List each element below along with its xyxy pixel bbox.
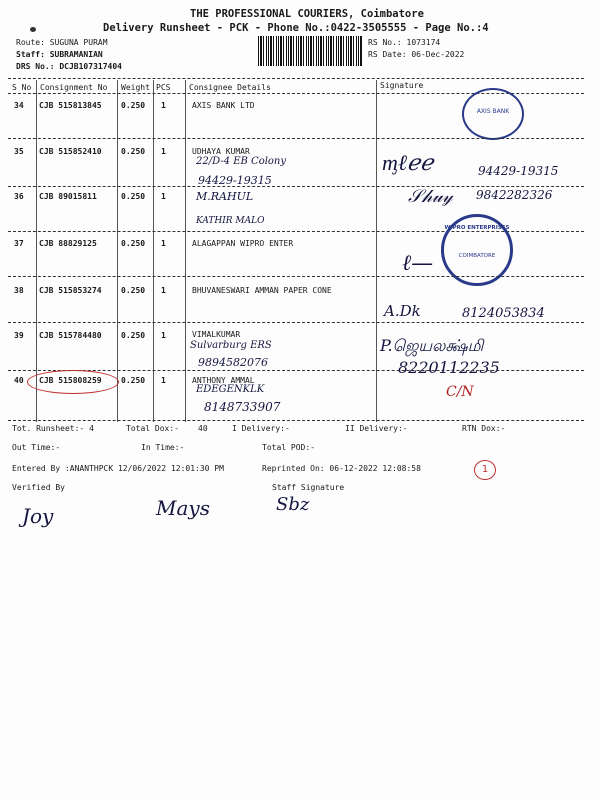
axis-bank-stamp [462, 88, 524, 140]
row-37-line [8, 276, 584, 277]
row-34-pcs: 1 [161, 101, 166, 110]
row-35-consignee: UDHAYA KUMAR [192, 147, 250, 156]
row-38-signature: A.Dk [384, 302, 421, 320]
row-38-cons: CJB 515853274 [39, 286, 102, 295]
row-35-hw-phone: 94429-19315 [198, 174, 272, 187]
row-36-hw-address: KATHIR MALO [196, 216, 265, 226]
row-36-sig-phone: 9842282326 [476, 188, 553, 202]
row-40-hw-phone: 8148733907 [204, 400, 281, 414]
rs-number: RS No.: 1073174 [368, 38, 441, 47]
row-36-pcs: 1 [161, 192, 166, 201]
row-37-cons: CJB 88829125 [39, 239, 97, 248]
runsheet-title: Delivery Runsheet - PCK - Phone No.:0422-3505555 - Page No.:4 [103, 22, 489, 34]
row-35-line [8, 186, 584, 187]
wipro-stamp-name: WIPRO ENTERPRISES [444, 225, 510, 231]
row-37-sno: 37 [14, 239, 24, 248]
rs-date: RS Date: 06-Dec-2022 [368, 50, 465, 59]
row-35-cons: CJB 515852410 [39, 147, 102, 156]
row-38-consignee: BHUVANESWARI AMMAN PAPER CONE [192, 286, 332, 295]
row-36-signature: 𝒮𝒽𝓊𝓎 [408, 186, 453, 207]
row-36-cons: CJB 89015811 [39, 192, 97, 201]
rtn-dox: RTN Dox:- [462, 424, 506, 433]
row-40-hw-address: EDEGENKLK [196, 384, 265, 395]
verified-by: Verified By [12, 483, 65, 492]
row-40-line [8, 420, 584, 421]
row-39-sno: 39 [14, 331, 24, 340]
ii-delivery: II Delivery:- [345, 424, 408, 433]
row-34-weight: 0.250 [121, 101, 146, 110]
row-38-sno: 38 [14, 286, 24, 295]
company-title: THE PROFESSIONAL COURIERS, Coimbatore [190, 8, 424, 20]
col-pcs: PCS [156, 83, 171, 92]
row-40-weight: 0.250 [121, 376, 146, 385]
col-consignment: Consignment No [40, 83, 108, 92]
row-39-sig-phone: 8220112235 [398, 358, 500, 377]
staff-signature: Sbz [276, 494, 310, 515]
verifier-signature: Joy [22, 504, 54, 528]
second-signature: Mays [156, 496, 210, 520]
row-37-weight: 0.250 [121, 239, 146, 248]
entered-by: Entered By :ANANTHPCK 12/06/2022 12:01:30 PM [12, 464, 224, 473]
barcode [258, 36, 362, 66]
row-38-weight: 0.250 [121, 286, 146, 295]
row-37-consignee: ALAGAPPAN WIPRO ENTER [192, 239, 294, 248]
total-dox-label: Total Dox:- [126, 424, 179, 433]
row-35-weight: 0.250 [121, 147, 146, 156]
circled-number [474, 460, 496, 480]
row-37-pcs: 1 [161, 239, 166, 248]
row-39-cons: CJB 515784480 [39, 331, 102, 340]
route-label: Route: SUGUNA PURAM [16, 38, 108, 47]
row-39-pcs: 1 [161, 331, 166, 340]
row-38-line [8, 322, 584, 323]
row-36-sno: 36 [14, 192, 24, 201]
wipro-stamp-city: COIMBATORE [458, 253, 496, 259]
col-signature: Signature [380, 81, 424, 90]
scan-mark [30, 27, 36, 32]
table-top-line [8, 78, 584, 79]
total-pod: Total POD:- [262, 443, 315, 452]
row-39-consignee: VIMALKUMAR [192, 330, 241, 339]
row-34-cons: CJB 515813845 [39, 101, 102, 110]
col-consignee: Consignee Details [189, 83, 271, 92]
row-35-sno: 35 [14, 147, 24, 156]
row-35-signature: ᶆℓℯℯ [382, 151, 434, 176]
i-delivery: I Delivery:- [232, 424, 290, 433]
circled-number-text: 1 [481, 464, 489, 475]
staff-label: Staff: SUBRAMANIAN [16, 50, 103, 59]
row-39-signature: P.ஜெயலக்ஷ்மி [380, 336, 484, 355]
row-36-weight: 0.250 [121, 192, 146, 201]
in-time: In Time:- [141, 443, 185, 452]
out-time: Out Time:- [12, 443, 61, 452]
row-35-sig-phone: 94429-19315 [478, 164, 559, 178]
total-dox-value: 40 [198, 424, 208, 433]
row-35-pcs: 1 [161, 147, 166, 156]
row-40-cons: CJB 515808259 [39, 376, 102, 385]
row-38-pcs: 1 [161, 286, 166, 295]
row-37-signature: ℓ— [402, 251, 434, 276]
col-weight: Weight [121, 83, 150, 92]
tot-runsheet: Tot. Runsheet:- 4 [12, 424, 94, 433]
row-36-consignee: M.RAHUL [196, 190, 254, 203]
row-34-consignee: AXIS BANK LTD [192, 101, 255, 110]
row-40-sno: 40 [14, 376, 24, 385]
row-34-sno: 34 [14, 101, 24, 110]
axis-stamp-text: AXIS BANK [476, 108, 510, 115]
staff-signature-label: Staff Signature [272, 483, 345, 492]
row-39-weight: 0.250 [121, 331, 146, 340]
reprinted-on: Reprinted On: 06-12-2022 12:08:58 [262, 464, 421, 473]
drs-number: DRS No.: DCJB107317404 [16, 62, 122, 71]
row-40-pcs: 1 [161, 376, 166, 385]
row-35-hw-address: 22/D-4 EB Colony [196, 156, 287, 167]
row-34-line [8, 138, 584, 139]
row-39-hw-address: Sulvarburg ERS [190, 340, 272, 351]
row-38-sig-phone: 8124053834 [462, 306, 545, 321]
row-39-hw-phone: 9894582076 [198, 356, 268, 369]
row-40-signature: C/N [446, 384, 474, 400]
row-40-consignee: ANTHONY AMMAL [192, 376, 255, 385]
col-sno: S No [12, 83, 32, 92]
